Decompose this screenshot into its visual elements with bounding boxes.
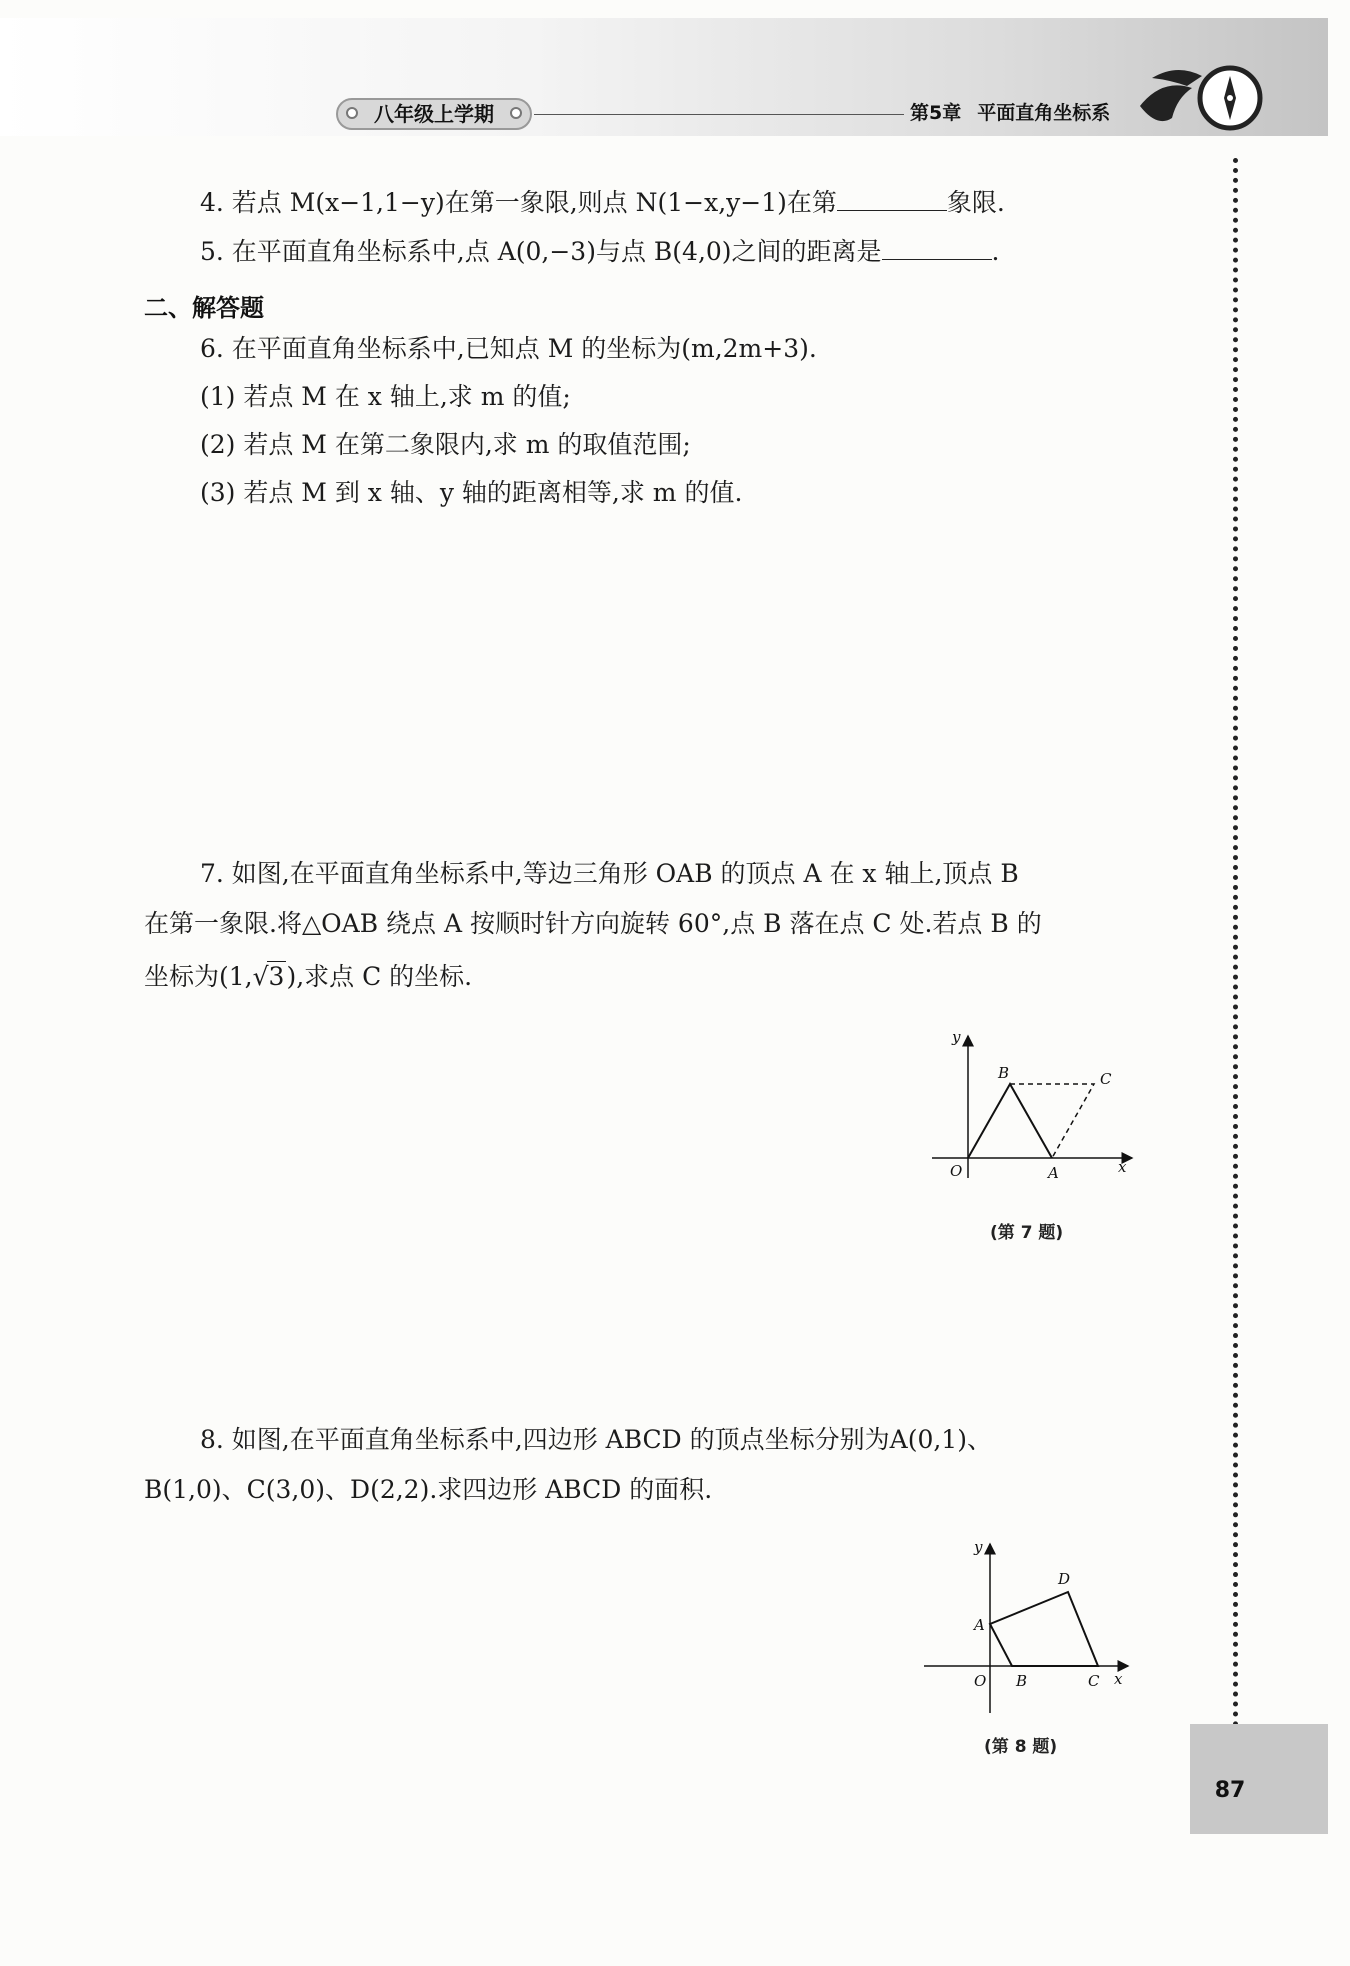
badge-dot-right [510,107,522,119]
figure-question-8 [918,1538,1138,1718]
grade-label: 八年级上学期 [374,102,494,126]
label-c: C [1100,1070,1112,1088]
label-a: A [974,1616,985,1634]
section-heading: 二、解答题 [144,294,264,322]
question-8-line-1: 8. 如图,在平面直角坐标系中,四边形 ABCD 的顶点坐标分别为A(0,1)、 [200,1425,992,1454]
question-4 [200,188,1005,218]
label-o: O [950,1162,963,1180]
question-4-text: 4. 若点 M(x−1,1−y)在第一象限,则点 N(1−x,y−1)在第 [200,188,837,217]
question-5 [200,237,1000,267]
question-7-line-3-post: ),求点 C 的坐标. [286,962,473,991]
label-y: y [974,1538,983,1556]
question-8-line-2: B(1,0)、C(3,0)、D(2,2).求四边形 ABCD 的面积. [144,1475,713,1504]
chapter-name: 平面直角坐标系 [977,102,1111,124]
badge-dot-left [346,107,358,119]
caption-question-8: (第 8 题) [984,1737,1058,1757]
quadrilateral-abcd [990,1592,1098,1666]
header-band [0,18,1328,136]
question-7-line-2: 在第一象限.将△OAB 绕点 A 按顺时针方向旋转 60°,点 B 落在点 C 处.若点 B 的 [144,909,1042,938]
question-6-part-1: (1) 若点 M 在 x 轴上,求 m 的值; [200,382,571,411]
question-7-line-3 [144,962,472,992]
question-6-part-2: (2) 若点 M 在第二象限内,求 m 的取值范围; [200,430,691,459]
caption-question-7: (第 7 题) [990,1223,1064,1243]
label-b: B [998,1064,1010,1082]
question-4-blank[interactable] [837,188,947,211]
question-7-line-3-pre: 坐标为(1, [144,962,253,991]
label-a: A [1048,1164,1059,1182]
grade-badge [336,98,532,130]
question-6-stem: 6. 在平面直角坐标系中,已知点 M 的坐标为(m,2m+3). [200,334,817,363]
label-d: D [1058,1570,1071,1588]
question-7-line-1: 7. 如图,在平面直角坐标系中,等边三角形 OAB 的顶点 A 在 x 轴上,顶点 B [200,859,1019,888]
question-5-suffix: . [991,237,1000,266]
label-x: x [1118,1158,1127,1176]
triangle-oab [968,1084,1052,1158]
label-x: x [1114,1670,1123,1688]
question-4-suffix: 象限. [946,188,1005,217]
header-rule [534,114,904,115]
label-b: B [1016,1672,1028,1690]
compass-runner-icon [1132,58,1272,138]
margin-dotted-rule [1233,158,1238,1728]
sqrt-symbol: √ [252,962,269,991]
chapter-title [910,98,1126,125]
label-y: y [952,1028,961,1046]
rotated-edges [1010,1084,1094,1158]
figure-question-7 [924,1028,1144,1188]
question-6-part-3: (3) 若点 M 到 x 轴、y 轴的距离相等,求 m 的值. [200,478,743,507]
page-number: 87 [1214,1778,1246,1803]
label-c: C [1088,1672,1100,1690]
question-5-blank[interactable] [882,237,992,260]
sqrt-radicand: 3 [268,962,285,991]
question-5-text: 5. 在平面直角坐标系中,点 A(0,−3)与点 B(4,0)之间的距离是 [200,237,882,266]
label-o: O [974,1672,987,1690]
chapter-number: 第5章 [910,102,962,124]
